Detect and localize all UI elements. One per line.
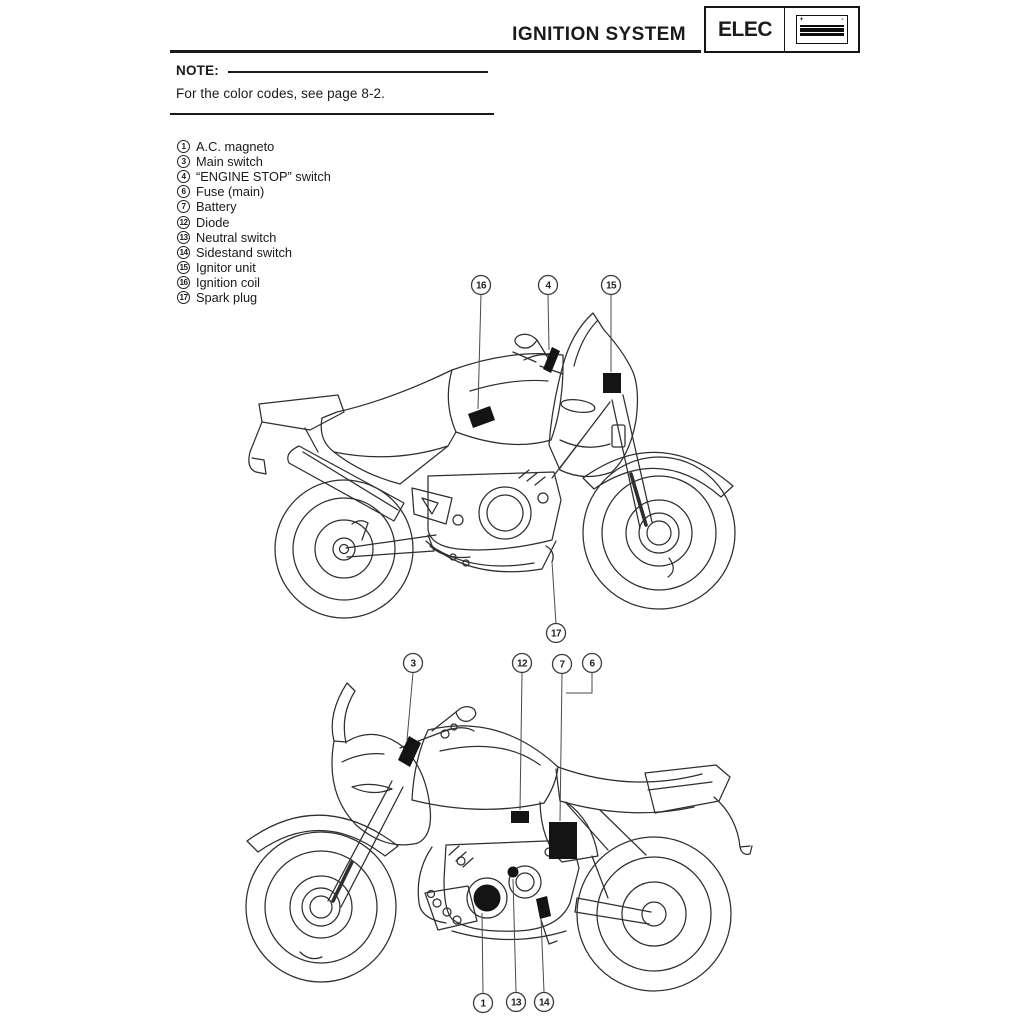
legend-label: Spark plug: [196, 289, 258, 305]
callout-number: 16: [476, 280, 486, 292]
callout-number: 6: [589, 658, 595, 670]
callout-13: [507, 993, 526, 1012]
leader-13: [513, 879, 516, 992]
legend-label: Diode: [196, 214, 230, 230]
callout-16: [472, 276, 491, 295]
callout-number: 12: [517, 658, 527, 670]
leader-7: [560, 674, 562, 821]
marker-ignition-coil: [468, 406, 495, 428]
callout-number: 13: [511, 997, 521, 1009]
rear-rack: [645, 765, 730, 813]
seat: [556, 767, 702, 813]
legend-label: Fuse (main): [196, 184, 265, 200]
callout-number: 7: [559, 659, 565, 671]
callout-6: [583, 654, 602, 673]
legend-label: Battery: [196, 199, 237, 215]
circled-number: 1: [177, 140, 190, 153]
marker-neutral-switch: [508, 867, 519, 878]
motorcycle-top-side-view: [249, 276, 735, 643]
circled-number: 14: [177, 246, 190, 259]
marker-engine-stop-switch: [543, 347, 560, 373]
skid-plate: [426, 541, 556, 572]
circled-number: 16: [177, 276, 190, 289]
callout-4: [539, 276, 558, 295]
callout-3: [404, 654, 423, 673]
legend-label: Ignition coil: [196, 274, 261, 290]
battery-plus-terminal: +: [799, 16, 804, 23]
callout-7: [553, 655, 572, 674]
callout-number: 3: [410, 658, 416, 670]
legend-label: Ignitor unit: [196, 259, 256, 275]
battery-minus-terminal: -: [841, 16, 844, 23]
legend-label: Main switch: [196, 154, 263, 170]
callout-14: [535, 993, 554, 1012]
circled-number: 13: [177, 231, 190, 244]
front-wheel: [583, 457, 735, 609]
marker-sidestand-switch: [536, 896, 551, 919]
legend-label: Sidestand switch: [196, 244, 293, 260]
callout-1: [474, 994, 493, 1013]
marker-ignitor-unit: [603, 373, 621, 393]
fuel-tank: [412, 726, 558, 809]
legend-label: Neutral switch: [196, 229, 277, 245]
leader-16: [478, 294, 481, 409]
callout-number: 17: [551, 628, 561, 640]
callout-15: [602, 276, 621, 295]
circled-number: 12: [177, 216, 190, 229]
callout-number: 4: [545, 280, 551, 292]
callout-number: 15: [606, 280, 616, 292]
callout-number: 1: [480, 998, 486, 1010]
chapter-tab-label: ELEC: [706, 8, 785, 51]
leader-6: [566, 673, 592, 693]
front-fender: [247, 815, 398, 856]
swingarm: [541, 856, 651, 944]
callout-number: 14: [539, 997, 549, 1009]
circled-number: 7: [177, 200, 190, 213]
marker-ac-magneto: [474, 885, 501, 912]
marker-diode: [511, 811, 529, 823]
leader-4: [548, 294, 549, 350]
legend-label: A.C. magneto: [196, 139, 275, 155]
note-text: For the color codes, see page 8-2.: [176, 86, 386, 101]
circled-number: 15: [177, 261, 190, 274]
callout-12: [513, 654, 532, 673]
callout-17: [547, 624, 566, 643]
circled-number: 3: [177, 155, 190, 168]
rear-wheel: [275, 480, 413, 618]
front-fairing: [332, 683, 431, 845]
leader-1: [482, 913, 483, 993]
marker-battery: [549, 822, 577, 859]
leader-17: [552, 562, 556, 624]
circled-number: 4: [177, 170, 190, 183]
side-panel: [334, 446, 448, 484]
page-title: IGNITION SYSTEM: [512, 24, 686, 45]
circled-number: 17: [177, 291, 190, 304]
rear-mudflap: [714, 797, 752, 854]
note-label: NOTE:: [176, 63, 219, 78]
front-fairing: [549, 313, 637, 477]
legend-label: “ENGINE STOP” switch: [196, 169, 331, 185]
front-wheel: [246, 832, 396, 982]
motorcycle-bottom-side-view: [246, 654, 752, 1013]
circled-number: 6: [177, 185, 190, 198]
rear-wheel: [577, 837, 731, 991]
leader-3: [407, 673, 413, 740]
